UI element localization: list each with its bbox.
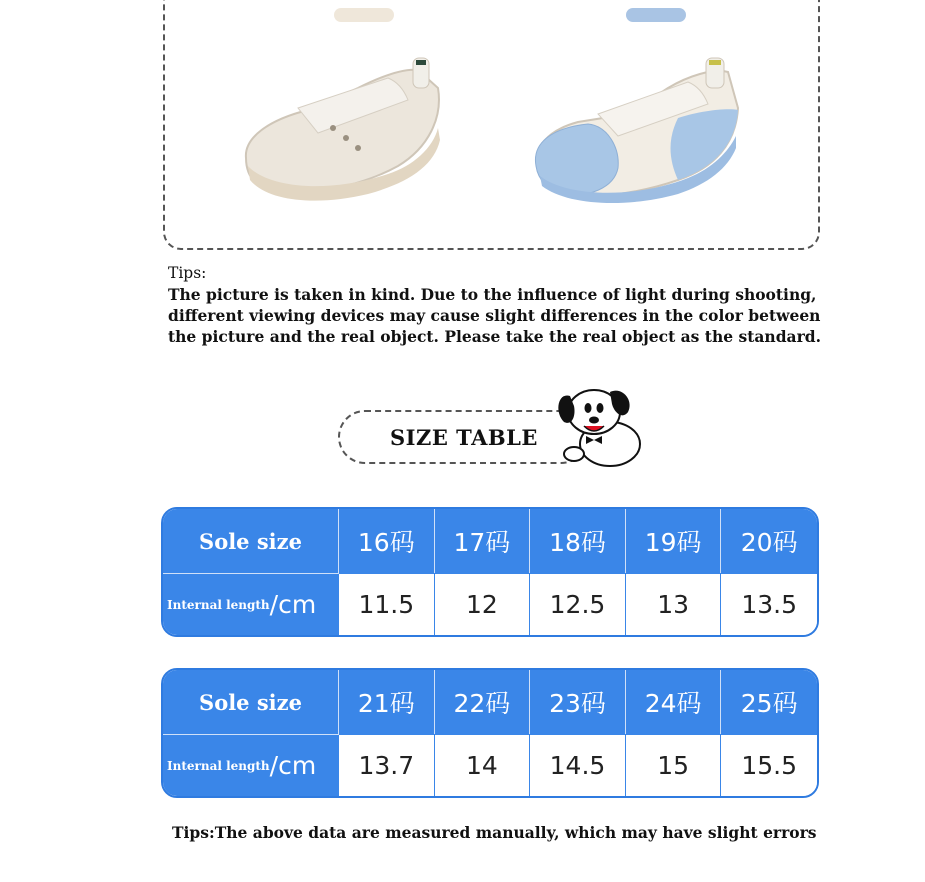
color-disclaimer-tips — [168, 263, 828, 347]
tips-line: different viewing devices may cause slight differences in the color between — [168, 306, 821, 325]
length-cell: 13.5 — [721, 573, 817, 635]
size-cell: 20码 — [721, 509, 817, 573]
size-cell: 21码 — [339, 670, 435, 734]
size-cell: 24码 — [626, 670, 722, 734]
size-table-heading: SIZE TABLE — [390, 425, 538, 450]
length-cell: 12 — [435, 573, 531, 635]
tips-line: the picture and the real object. Please take the real object as the standard. — [168, 327, 821, 346]
internal-length-label — [163, 734, 339, 796]
length-cell: 14 — [435, 734, 531, 796]
size-cell: 23码 — [530, 670, 626, 734]
measurement-tip: Tips:The above data are measured manually, which may have slight errors — [172, 823, 817, 842]
size-cell: 22码 — [435, 670, 531, 734]
unit-label: /cm — [269, 590, 317, 619]
cartoon-dog-icon — [552, 382, 647, 472]
length-cell: 15 — [626, 734, 722, 796]
internal-length-text: Internal length — [167, 597, 270, 612]
size-cell: 25码 — [721, 670, 817, 734]
tips-line: The picture is taken in kind. Due to the influence of light during shooting, — [168, 285, 817, 304]
internal-length-text: Internal length — [167, 758, 270, 773]
length-cell: 13.7 — [339, 734, 435, 796]
internal-length-label — [163, 573, 339, 635]
size-cell: 16码 — [339, 509, 435, 573]
length-cell: 15.5 — [721, 734, 817, 796]
size-cell: 18码 — [530, 509, 626, 573]
sole-size-label: Sole size — [163, 509, 339, 573]
sole-size-label: Sole size — [163, 670, 339, 734]
tips-title: Tips: — [168, 264, 207, 282]
size-table-1 — [161, 507, 819, 637]
beige-shoe-image — [238, 48, 448, 208]
length-cell: 11.5 — [339, 573, 435, 635]
length-cell: 14.5 — [530, 734, 626, 796]
unit-label: /cm — [269, 751, 317, 780]
blue-color-swatch[interactable] — [626, 8, 686, 22]
size-table-2 — [161, 668, 819, 798]
blue-shoe-image — [528, 48, 743, 208]
size-cell: 19码 — [626, 509, 722, 573]
size-cell: 17码 — [435, 509, 531, 573]
length-cell: 13 — [626, 573, 722, 635]
length-cell: 12.5 — [530, 573, 626, 635]
beige-color-swatch[interactable] — [334, 8, 394, 22]
